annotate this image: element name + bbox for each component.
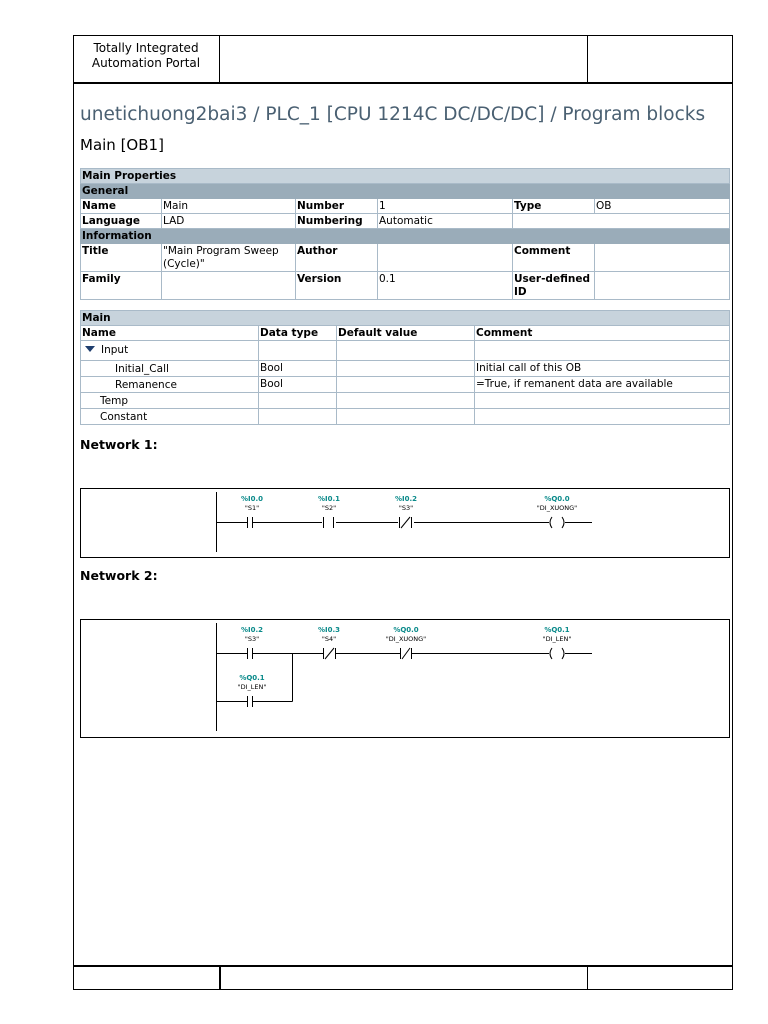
table-row <box>81 341 730 361</box>
contact-nc-icon[interactable] <box>400 517 412 528</box>
row-name: Initial_Call <box>81 361 259 377</box>
network-1-ladder <box>80 488 730 558</box>
operand-address: %Q0.1 <box>544 626 570 634</box>
information-header: Information <box>81 229 730 244</box>
properties-section-header: Main Properties <box>81 169 730 184</box>
table-row <box>81 393 730 409</box>
empty-cell <box>513 214 730 229</box>
number-value: 1 <box>378 199 513 214</box>
row-name: Remanence <box>81 377 259 393</box>
row-type: Bool <box>259 361 337 377</box>
version-value: 0.1 <box>378 272 513 300</box>
general-header: General <box>81 184 730 199</box>
numbering-value: Automatic <box>378 214 513 229</box>
operand-address: %I0.1 <box>317 495 341 503</box>
operand-tag: "DI_LEN" <box>237 683 267 691</box>
row-default <box>337 341 475 361</box>
footer-divider <box>73 965 733 967</box>
row-type <box>259 393 337 409</box>
operand-tag: "S3" <box>398 504 414 512</box>
family-label: Family <box>81 272 162 300</box>
interface-section-header: Main <box>81 311 730 326</box>
contact-no-icon[interactable] <box>248 648 253 659</box>
company-line-2: Automation Portal <box>91 56 201 70</box>
comment-value <box>595 244 730 272</box>
expand-caret-icon[interactable] <box>85 346 95 352</box>
path-title: unetichuong2bai3 / PLC_1 [CPU 1214C DC/DC/DC] / Program blocks <box>80 104 706 125</box>
operand-address: %Q0.0 <box>544 495 570 503</box>
author-label: Author <box>296 244 378 272</box>
operand-address: %I0.2 <box>240 626 264 634</box>
contact-no-icon[interactable] <box>240 517 260 528</box>
number-label: Number <box>296 199 378 214</box>
row-comment <box>475 393 730 409</box>
block-title: Main [OB1] <box>80 136 164 154</box>
contact-nc-icon[interactable] <box>401 648 412 659</box>
type-label: Type <box>513 199 595 214</box>
operand-address: %Q0.0 <box>393 626 419 634</box>
row-type: Bool <box>259 377 337 393</box>
company-name <box>73 41 219 71</box>
table-row <box>81 377 730 393</box>
operand-tag: "S1" <box>244 504 260 512</box>
operand-tag: "S4" <box>321 635 337 643</box>
language-label: Language <box>81 214 162 229</box>
interface-table <box>80 310 730 425</box>
footer-cell-divider <box>587 966 588 990</box>
header-cell-divider <box>219 35 220 83</box>
table-row <box>81 361 730 377</box>
contact-nc-icon[interactable] <box>324 648 336 659</box>
name-label: Name <box>81 199 162 214</box>
row-default <box>337 393 475 409</box>
coil-icon[interactable] <box>542 517 570 528</box>
row-comment: Initial call of this OB <box>475 361 730 377</box>
column-header-default-value: Default value <box>337 326 475 341</box>
row-type <box>259 409 337 425</box>
row-default <box>337 361 475 377</box>
operand-address: %Q0.1 <box>239 674 265 682</box>
user-defined-id-label: User-defined ID <box>513 272 595 300</box>
author-value <box>378 244 513 272</box>
column-header-comment: Comment <box>475 326 730 341</box>
operand-tag: "DI_XUONG" <box>385 635 427 643</box>
coil-icon[interactable] <box>550 648 564 659</box>
contact-no-icon[interactable] <box>248 696 253 707</box>
title-value: "Main Program Sweep (Cycle)" <box>162 244 296 272</box>
row-default <box>337 377 475 393</box>
row-type <box>259 341 337 361</box>
row-comment <box>475 409 730 425</box>
operand-tag: "S2" <box>321 504 337 512</box>
row-name: Input <box>101 344 129 356</box>
comment-label: Comment <box>513 244 595 272</box>
row-comment <box>475 341 730 361</box>
column-header-data-type: Data type <box>259 326 337 341</box>
properties-table <box>80 168 730 300</box>
network-1-title: Network 1: <box>80 437 158 452</box>
operand-tag: "S3" <box>244 635 260 643</box>
type-value: OB <box>595 199 730 214</box>
row-name: Constant <box>81 409 259 425</box>
operand-address: %I0.0 <box>240 495 264 503</box>
row-default <box>337 409 475 425</box>
operand-address: %I0.2 <box>394 495 418 503</box>
row-comment: =True, if remanent data are available <box>475 377 730 393</box>
operand-tag: "DI_LEN" <box>542 635 572 643</box>
row-name: Temp <box>81 393 259 409</box>
company-line-1: Totally Integrated <box>93 41 199 55</box>
header-divider <box>73 82 733 84</box>
operand-tag: "DI_XUONG" <box>536 504 578 512</box>
family-value <box>162 272 296 300</box>
header-cell-divider <box>587 35 588 83</box>
operand-address: %I0.3 <box>317 626 341 634</box>
language-value: LAD <box>162 214 296 229</box>
title-label: Title <box>81 244 162 272</box>
user-defined-id-value <box>595 272 730 300</box>
version-label: Version <box>296 272 378 300</box>
numbering-label: Numbering <box>296 214 378 229</box>
footer-cell-divider <box>219 966 221 990</box>
network-2-ladder <box>80 619 730 738</box>
column-header-name: Name <box>81 326 259 341</box>
network-2-title: Network 2: <box>80 568 158 583</box>
contact-no-icon[interactable] <box>324 517 334 528</box>
table-row <box>81 409 730 425</box>
name-value: Main <box>162 199 296 214</box>
